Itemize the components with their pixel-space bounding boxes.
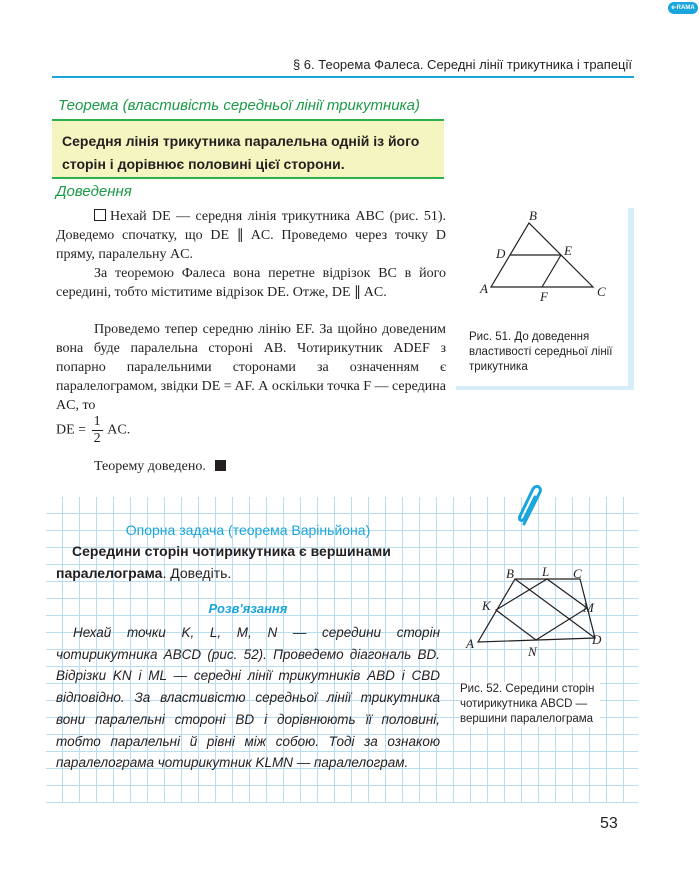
label-c: C [597, 284, 606, 299]
publisher-logo: e-RAMA [668, 2, 698, 14]
label-f: F [540, 289, 548, 304]
formula-numerator: 1 [93, 414, 101, 429]
running-header: § 6. Теорема Фалеса. Середні лінії трикутника і трапеції [292, 57, 632, 72]
label-a: A [480, 281, 488, 296]
figure-52-caption: Рис. 52. Середини сторін чотирикутника ABCD — вершини паралелограма [460, 682, 600, 727]
label-a: A [466, 636, 474, 651]
task-statement-rest: . Доведіть. [162, 565, 232, 581]
proof-end [94, 457, 294, 476]
proof-paragraph-2: За теоремою Фалеса вона перетне відрізок BC в його середині, тобто міститиме відрізок DE. Отже, DE ∥ AC. [56, 266, 446, 300]
label-c: C [573, 566, 582, 581]
theorem-title: Теорема (властивість середньої лінії трикутника) [58, 97, 420, 114]
formula-fraction [92, 414, 103, 447]
label-b: B [529, 208, 537, 223]
figure-51-diagram [456, 208, 628, 308]
solution-title: Розв'язання [208, 601, 288, 616]
label-e: E [564, 243, 572, 258]
label-d: D [496, 246, 506, 261]
formula-rhs: AC. [107, 422, 131, 438]
label-b: B [506, 566, 514, 581]
quadrilateral-abcd [478, 579, 595, 642]
formula-denominator: 2 [93, 431, 101, 446]
label-d: D [592, 632, 602, 647]
figure-52-diagram [460, 562, 610, 662]
proof-paragraph-3: Проведемо тепер середню лінію EF. За щойно доведеним вона буде паралельна стороні AB. Чотирикутник ADEF з попарно паралельними сторонами за означенням є паралелограмом, звідки DE = AF. А оскільки точка F — середина AC, то [56, 322, 446, 413]
task-statement-bold: Середини сторін чотирикутника є вершинами паралелограма [56, 543, 391, 581]
label-n: N [528, 644, 537, 659]
proof-paragraph-1 [56, 207, 446, 264]
task-statement [56, 540, 440, 584]
proof-title: Доведення [56, 183, 132, 200]
header-rule [52, 76, 634, 78]
segment-ef [542, 255, 561, 287]
label-m: M [583, 600, 594, 615]
figure-51-caption: Рис. 51. До доведення властивості середньої лінії трикутника [469, 331, 613, 373]
proof-end-text: Теорему доведено. [94, 459, 206, 474]
theorem-text: Середня лінія трикутника паралельна одній із його сторін і дорівнює половині цієї сторони. [62, 133, 420, 172]
solution-text: Нехай точки K, L, M, N — середини сторін чотирикутника ABCD (рис. 52). Проведемо діагональ BD. Відрізки KN і ML — середні лінії трикутників ABD і CBD відповідно. За властивістю середньої лінії трикутника вони паралельні стороні BD і дорівнюють її половині, тобто паралельні й рівні між собою. Тоді за ознакою паралелограма чотирикутник KLMN — паралелограм. [56, 625, 440, 771]
proof-end-square-icon [215, 460, 226, 471]
label-l: L [542, 564, 550, 579]
proof-formula [56, 414, 256, 447]
label-k: K [482, 598, 491, 613]
page-number: 53 [600, 815, 618, 832]
task-title: Опорна задача (теорема Варіньйона) [125, 522, 371, 538]
proof-start-square-icon [94, 209, 106, 221]
paperclip-icon [512, 484, 548, 528]
formula-lhs: DE = [56, 422, 87, 438]
proof-p1: Нехай DE — середня лінія трикутника ABC (рис. 51). Доведемо спочатку, що DE ∥ AC. Проведемо через точку D пряму, паралельну AC. [56, 209, 446, 262]
